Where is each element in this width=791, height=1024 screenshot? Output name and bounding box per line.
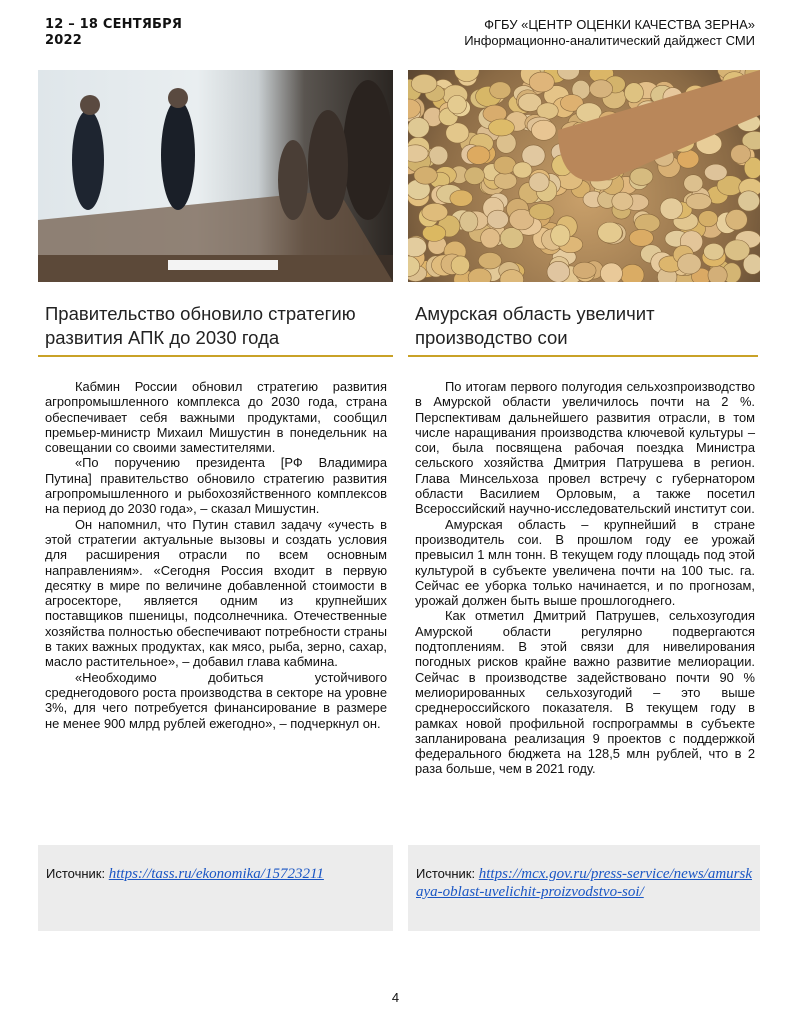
source-link[interactable]: https://mcx.gov.ru/press-service/news/amurskaya-oblast-uvelichit-proizvodstvo-soi/ [416,866,753,900]
digest-date [45,17,182,49]
article-title: Амурская область увеличит производство сои [415,303,655,348]
date-year: 2022 [45,33,82,48]
divider [408,355,758,357]
organization-name: ФГБУ «ЦЕНТР ОЦЕНКИ КАЧЕСТВА ЗЕРНА» [484,17,755,32]
page-number: 4 [391,990,400,1005]
paragraph: Он напомнил, что Путин ставил задачу «учесть в этой стратегии актуальные вызовы и создать условия для расширения отрасли по всем основным направлениям». «Сегодня Россия входит в первую десятку в мире по величине добавленной стоимости в агросекторе, является одним из крупнейших поставщиков пшеницы, подсолнечника. Отечественные хозяйства полностью обеспечивают потребности страны в таких важных продуктах, как мясо, рыба, зерно, сахар, масло растительное», – добавил глава кабмина. [45,516,387,670]
date-range: 12 – 18 СЕНТЯБРЯ [45,17,183,32]
article-body [415,379,755,777]
article-title: Правительство обновило стратегию развития АПК до 2030 года [45,303,356,348]
article-body [45,379,387,731]
paragraph: Кабмин России обновил стратегию развития агропромышленного комплекса до 2030 года, страна обеспечивает себя важными продуктами, сообщил премьер-министр Михаил Мишустин в понедельник на совещании со своими заместителями. [45,379,387,456]
digest-header [464,17,755,49]
source-label: Источник: [416,866,479,881]
soybeans-photo [408,70,760,282]
meeting-room-photo [38,70,393,282]
divider [38,355,393,357]
paragraph: Как отметил Дмитрий Патрушев, сельхозугодия Амурской области регулярно подвергаются подтоплениям. В этой связи для нивелирования погодных рисков крайне важно развитие мелиорации. Сейчас в производстве задействовано почти 90 % мелиорированных сельхозугодий – это выше среднероссийского показателя. В текущем году в рамках новой профильной госпрограммы в субъекте запланирована реализация 9 проектов с поддержкой федерального бюджета на 128,5 млн рублей, что в 2 раза больше, чем в 2021 году. [415,608,755,777]
paragraph: «Необходимо добиться устойчивого среднегодового роста производства в секторе на уровне 3%, для чего потребуется финансирование в размере не менее 900 млрд рублей ежегодно», – подчеркнул он. [45,669,387,731]
source-label: Источник: [46,866,109,881]
source-link[interactable]: https://tass.ru/ekonomika/15723211 [108,866,324,882]
paragraph: Амурская область – крупнейший в стране производитель сои. В прошлом году ее урожай превысил 1 млн тонн. В текущем году площадь под этой культурой в субъекте увеличена почти на 100 тыс. га. Сейчас ее уборка только начинается, и по прогнозам, урожай должен быть выше прошлогоднего. [415,516,755,609]
paragraph: По итогам первого полугодия сельхозпроизводство в Амурской области увеличилось почти на 2 %. Перспективам дальнейшего развития отрасли, в том числе наращивания производства ключевой культуры – сои, была посвящена рабочая поездка Министра сельского хозяйства Дмитрия Патрушева в регион. Глава Минсельхоза провел встречу с губернатором области Василием Орловым, а также посетил Всероссийский научно-исследовательский институт сои. [415,379,755,517]
digest-subtitle: Информационно-аналитический дайджест СМИ [464,33,755,48]
source-box [38,845,393,931]
paragraph: «По поручению президента [РФ Владимира Путина] правительство обновило стратегию развития агропромышленного и рыбохозяйственного комплексов на период до 2030 года», – сказал Мишустин. [45,455,387,517]
source-box [408,845,760,931]
